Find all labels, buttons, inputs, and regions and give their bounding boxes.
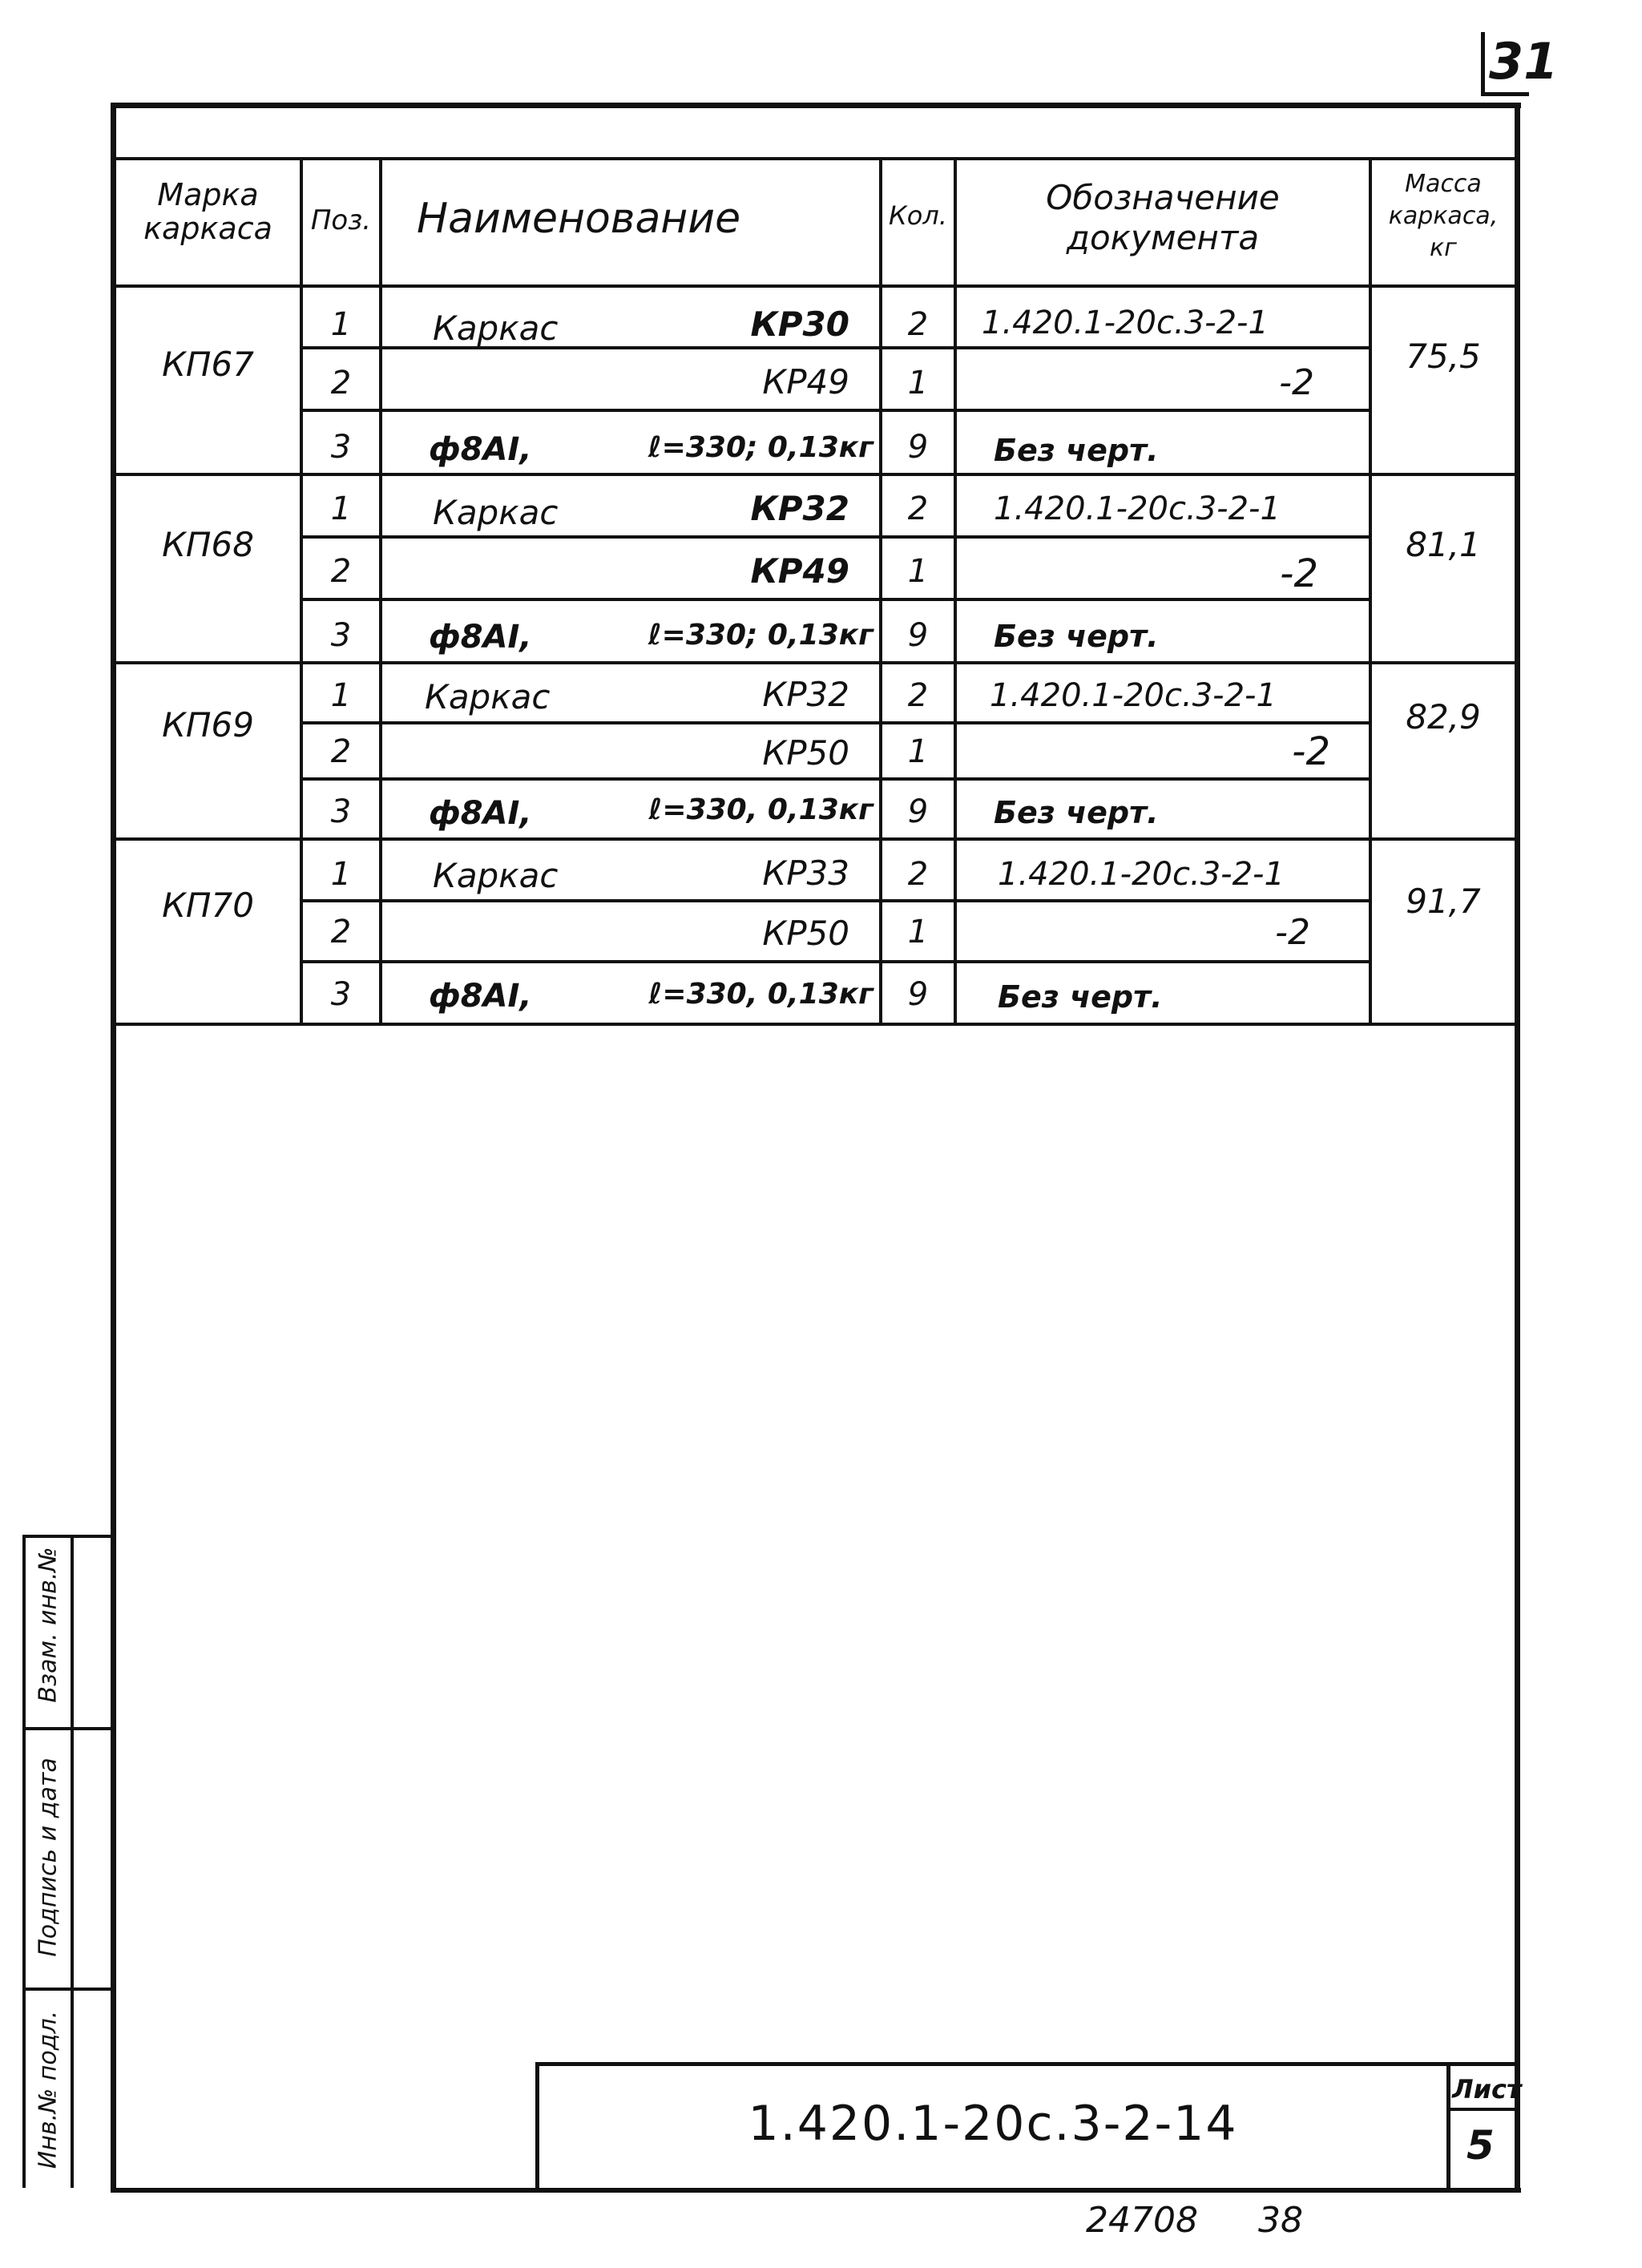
title-block-list-number: 5: [1467, 2122, 1495, 2169]
row-doc: -2: [1279, 362, 1314, 403]
frame-right: [1515, 103, 1520, 2193]
row-kol: 9: [907, 617, 929, 654]
row-sep-2b: [300, 598, 1372, 601]
row-doc: -2: [1275, 912, 1310, 953]
row-poz: 2: [330, 365, 352, 402]
title-block-list-divider: [1446, 2062, 1450, 2190]
row-doc: -2: [1292, 729, 1330, 774]
title-block-top: [535, 2062, 1517, 2066]
footer-sheet-seq: 38: [1258, 2200, 1303, 2241]
row-poz: 3: [330, 976, 352, 1013]
title-block-list-label: Лист: [1452, 2074, 1522, 2105]
row-doc: Без черт.: [994, 795, 1159, 830]
row-name-right: ℓ=330, 0,13кг: [648, 978, 873, 1011]
row-name-left: Каркас: [433, 309, 559, 348]
row-poz: 3: [330, 429, 352, 466]
table-bottom: [116, 1023, 1515, 1026]
side-stamp-podpis-data: Подпись и дата: [34, 1757, 63, 1957]
side-stamp-left: [22, 1535, 26, 2188]
page-number-bracket: [1481, 32, 1485, 96]
header-naimenovanie: Наименование: [417, 195, 741, 243]
row-poz: 1: [330, 856, 352, 893]
row-doc: Без черт.: [994, 619, 1159, 654]
row-poz: 1: [330, 490, 352, 527]
frame-bottom: [111, 2188, 1521, 2193]
row-poz: 1: [330, 306, 352, 343]
row-doc: 1.420.1-20с.3-2-1: [998, 856, 1285, 893]
row-poz: 2: [330, 553, 352, 590]
row-doc: -2: [1280, 551, 1318, 596]
row-name-right: КР49: [750, 551, 849, 591]
frame-left: [111, 103, 116, 2193]
row-name-right: КР50: [762, 914, 849, 953]
row-poz: 1: [330, 677, 352, 714]
title-block-list-sep: [1446, 2108, 1517, 2111]
header-poz: Поз.: [310, 204, 372, 236]
header-massa: [1372, 168, 1515, 264]
group-massa: 82,9: [1406, 697, 1481, 736]
row-name-right: ℓ=330; 0,13кг: [648, 619, 873, 652]
row-kol: 1: [907, 365, 929, 402]
header-marka-line1: Марка: [157, 177, 259, 212]
row-sep-3a: [300, 721, 1372, 724]
table-header-bottom: [116, 285, 1515, 288]
page-number-underline: [1481, 92, 1529, 96]
group-massa: 75,5: [1406, 337, 1481, 376]
header-marka-line2: каркаса: [143, 211, 272, 246]
row-kol: 2: [907, 856, 929, 893]
row-kol: 1: [907, 553, 929, 590]
row-kol: 1: [907, 914, 929, 950]
row-doc: 1.420.1-20с.3-2-1: [994, 490, 1281, 527]
table-header-top: [116, 157, 1515, 160]
row-poz: 3: [330, 617, 352, 654]
header-massa-line2: каркаса,: [1388, 202, 1499, 230]
row-kol: 9: [907, 793, 929, 830]
col-line-1: [300, 157, 303, 1024]
row-name-left: Каркас: [425, 677, 551, 716]
side-stamp-vzam-inv: Взам. инв.№: [34, 1547, 63, 1703]
row-sep-2a: [300, 535, 1372, 539]
row-sep-4b: [300, 960, 1372, 963]
row-name-right: ℓ=330; 0,13кг: [648, 431, 873, 464]
row-kol: 9: [907, 976, 929, 1013]
col-line-4: [954, 157, 957, 1024]
group-sep-1: [116, 473, 1515, 476]
row-poz: 2: [330, 914, 352, 950]
header-massa-line3: кг: [1430, 234, 1457, 262]
row-kol: 2: [907, 490, 929, 527]
group-marka: КП67: [162, 345, 254, 384]
row-name-left: ф8АI,: [429, 978, 532, 1015]
group-marka: КП69: [162, 705, 254, 745]
row-doc: 1.420.1-20с.3-2-1: [990, 677, 1277, 714]
footer-archive-number: 24708: [1086, 2200, 1198, 2241]
header-kol: Кол.: [889, 200, 947, 231]
row-sep-3b: [300, 777, 1372, 781]
row-name-right: КР30: [750, 305, 849, 344]
title-block-doc-code: 1.420.1-20с.3-2-14: [748, 2096, 1238, 2152]
row-kol: 2: [907, 306, 929, 343]
header-massa-line1: Масса: [1405, 170, 1482, 198]
row-poz: 3: [330, 793, 352, 830]
row-sep-1b: [300, 409, 1372, 412]
row-kol: 1: [907, 733, 929, 770]
row-name-left: ф8АI,: [429, 619, 532, 656]
group-massa: 91,7: [1406, 882, 1481, 921]
row-kol: 2: [907, 677, 929, 714]
group-marka: КП70: [162, 886, 254, 925]
row-name-left: ф8АI,: [429, 795, 532, 832]
header-oboznachenie-line1: Обозначение: [1046, 178, 1280, 217]
row-doc: 1.420.1-20с.3-2-1: [982, 305, 1269, 341]
group-massa: 81,1: [1406, 525, 1481, 564]
row-name-right: КР50: [762, 733, 849, 773]
row-name-left: ф8АI,: [429, 431, 532, 468]
row-name-right: КР32: [762, 675, 849, 714]
row-doc: Без черт.: [998, 979, 1163, 1015]
row-doc: Без черт.: [994, 433, 1159, 468]
col-line-3: [879, 157, 882, 1024]
row-sep-4a: [300, 899, 1372, 902]
group-marka: КП68: [162, 525, 254, 564]
frame-top: [111, 103, 1521, 108]
header-marka: [116, 178, 300, 245]
row-poz: 2: [330, 733, 352, 770]
side-stamp-divider: [71, 1535, 74, 2188]
row-kol: 9: [907, 429, 929, 466]
row-name-left: Каркас: [433, 856, 559, 895]
col-line-2: [379, 157, 382, 1024]
header-oboznachenie: [957, 178, 1369, 258]
group-sep-3: [116, 837, 1515, 841]
row-name-right: ℓ=330, 0,13кг: [648, 793, 873, 826]
page-number: 31: [1489, 32, 1559, 91]
row-name-left: Каркас: [433, 493, 559, 532]
row-name-right: КР49: [762, 362, 849, 402]
header-oboznachenie-line2: документа: [1066, 218, 1260, 257]
row-name-right: КР33: [762, 854, 849, 893]
row-name-right: КР32: [750, 489, 849, 528]
side-stamp-inv-podl: Инв.№ подл.: [34, 2010, 63, 2169]
group-sep-2: [116, 661, 1515, 664]
